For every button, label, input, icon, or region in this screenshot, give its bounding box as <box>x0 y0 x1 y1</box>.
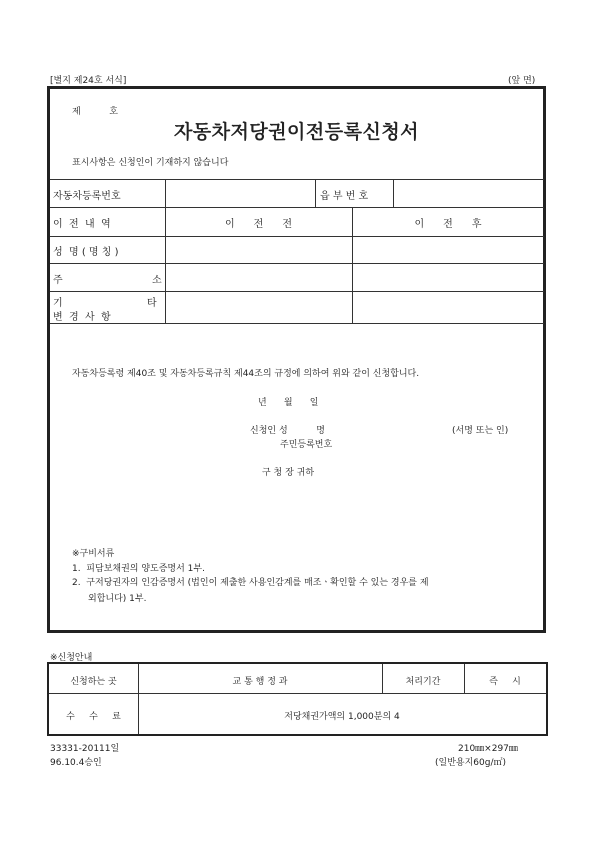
address-label-start: 주 <box>53 275 63 286</box>
after-transfer-label: 이 전 후 <box>414 219 482 230</box>
table-line <box>393 179 394 207</box>
required-doc-item: 1. 피담보채권의 양도증명서 1부. <box>72 564 205 574</box>
application-place-value: 교 통 행 정 과 <box>232 677 288 687</box>
required-docs-title: ※구비서류 <box>72 549 115 559</box>
transfer-details-label: 이 전 내 역 <box>53 219 111 230</box>
name-label: 성 명 ( 명 칭 ) <box>53 247 119 258</box>
table-line <box>50 263 544 264</box>
table-line <box>49 693 546 694</box>
table-line <box>50 179 544 180</box>
approval-date: 96.10.4승인 <box>50 758 102 768</box>
table-line <box>50 236 544 237</box>
other-label-end: 타 <box>147 298 157 309</box>
form-note: 표시사항은 신청인이 기재하지 않습니다 <box>72 158 229 168</box>
addressee: 구 청 장 귀하 <box>262 468 315 478</box>
other-label-start: 기 <box>53 298 63 309</box>
required-doc-item-continued: 외합니다) 1부. <box>88 594 147 604</box>
form-code: 33331-20111일 <box>50 744 120 754</box>
signature-field: (서명 또는 인) <box>452 426 509 436</box>
address-label-end: 소 <box>152 275 162 286</box>
processing-period-label: 처리기간 <box>405 677 441 687</box>
statement-text: 자동차등록령 제40조 및 자동차등록규칙 제44조의 규정에 의하여 위와 같이 신청합니다. <box>72 369 420 379</box>
fee-value: 저당채권가액의 1,000분의 4 <box>284 712 400 722</box>
vehicle-reg-no-label: 자동차등록번호 <box>53 191 121 202</box>
table-line <box>315 179 316 207</box>
application-form <box>47 86 546 633</box>
table-line <box>165 179 166 323</box>
date-field: 년 월 일 <box>258 398 319 408</box>
paper-size: 210㎜×297㎜ <box>458 744 518 754</box>
form-number: [별지 제24호 서식] <box>50 76 127 86</box>
fee-label: 수 수 료 <box>66 712 121 722</box>
paper-type: (일반용지60g/㎡) <box>435 758 506 768</box>
serial-number-label: 제 호 <box>72 107 118 117</box>
table-line <box>50 323 544 324</box>
required-doc-item: 2. 구저당권자의 인감증명서 (법인이 제출한 사용인감계를 매조ㆍ확인할 수 있는 경우를 제 <box>72 578 429 588</box>
application-place-label: 신청하는 곳 <box>70 677 117 687</box>
change-items-label: 변 경 사 항 <box>53 312 111 323</box>
applicant-name-field: 신청인 성 명 <box>250 426 325 436</box>
table-line <box>50 291 544 292</box>
table-line <box>50 207 544 208</box>
guide-title: ※신청안내 <box>50 653 93 663</box>
form-title: 자동차저당권이전등록신청서 <box>173 121 420 143</box>
eup-myeon-no-label: 읍 부 번 호 <box>320 191 369 202</box>
processing-period-value: 즉 시 <box>489 677 521 687</box>
page-side-label: (앞 면) <box>508 76 536 86</box>
resident-number-field: 주민등록번호 <box>280 440 333 450</box>
before-transfer-label: 이 전 전 <box>224 219 293 230</box>
